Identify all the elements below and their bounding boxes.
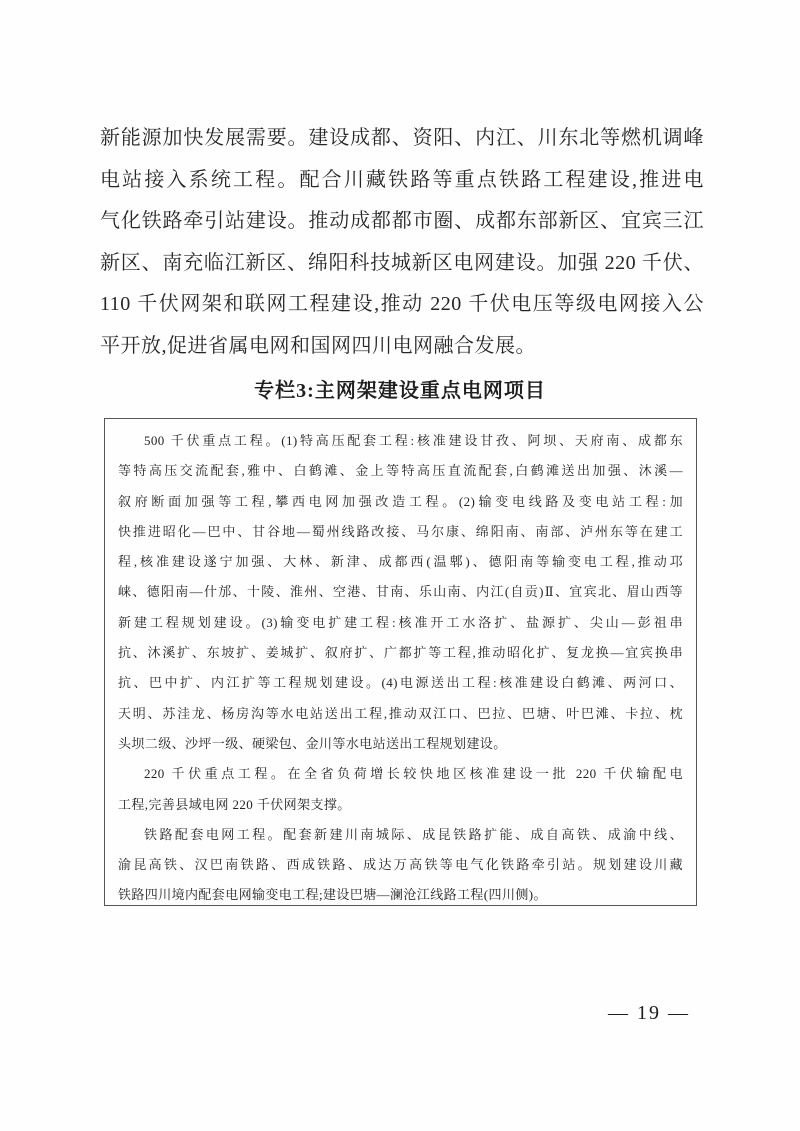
- body-text-line: 平开放,促进省属电网和国网四川电网融合发展。: [100, 334, 536, 357]
- box-text-line: 新建工程规划建设。(3)输变电扩建工程:核准开工水洛扩、盐源扩、尖山—彭祖串: [118, 614, 683, 630]
- box-text-line: 铁路四川境内配套电网输变电工程;建设巴塘—澜沧江线路工程(四川侧)。: [118, 887, 547, 903]
- body-text-line: 电站接入系统工程。配合川藏铁路等重点铁路工程建设,推进电: [100, 168, 704, 191]
- body-text-line: 气化铁路牵引站建设。推动成都都市圈、成都东部新区、宜宾三江: [100, 210, 704, 232]
- box-heading: 专栏3:主网架建设重点电网项目: [254, 380, 546, 402]
- box-text-line: 220 千伏重点工程。在全省负荷增长较快地区核准建设一批 220 千伏输配电: [144, 766, 683, 782]
- box-text-line: 渝昆高铁、汉巴南铁路、西成铁路、成达万高铁等电气化铁路牵引站。规划建设川藏: [118, 857, 683, 873]
- box-text-line: 程,核准建设遂宁加强、大林、新津、成都西(温郫)、德阳南等输变电工程,推动邛: [118, 554, 683, 570]
- box-text-line: 叙府断面加强等工程,攀西电网加强改造工程。(2)输变电线路及变电站工程:加: [118, 493, 683, 509]
- box-text-line: 铁路配套电网工程。配套新建川南城际、成昆铁路扩能、成自高铁、成渝中线、: [144, 826, 683, 842]
- box-text-line: 抗、巴中扩、内江扩等工程规划建设。(4)电源送出工程:核准建设白鹤滩、两河口、: [118, 675, 683, 691]
- body-text-line: 110 千伏网架和联网工程建设,推动 220 千伏电压等级电网接入公: [100, 293, 704, 315]
- box-text-line: 500 千伏重点工程。(1)特高压配套工程:核准建设甘孜、阿坝、天府南、成都东: [144, 433, 683, 448]
- highlight-box: [104, 418, 697, 906]
- box-text-line: 天明、苏洼龙、杨房沟等水电站送出工程,推动双江口、巴拉、巴塘、叶巴滩、卡拉、枕: [118, 705, 683, 721]
- box-text-line: 抗、沐溪扩、东坡扩、姜城扩、叙府扩、广都扩等工程,推动昭化扩、复龙换—宜宾换串: [118, 645, 683, 661]
- page-number: — 19 —: [608, 1002, 690, 1024]
- box-text-line: 快推进昭化—巴中、甘谷地—蜀州线路改接、马尔康、绵阳南、南部、泸州东等在建工: [118, 523, 683, 539]
- body-paragraph: [100, 118, 704, 367]
- box-text-line: 等特高压交流配套,雅中、白鹤滩、金上等特高压直流配套,白鹤滩送出加强、沐溪—: [118, 463, 683, 479]
- body-text-line: 新能源加快发展需要。建设成都、资阳、内江、川东北等燃机调峰: [100, 127, 704, 149]
- box-text-line: 工程,完善县域电网 220 千伏网架支撑。: [118, 796, 351, 812]
- box-text-line: 崃、德阳南—什邡、十陵、淮州、空港、甘南、乐山南、内江(自贡)Ⅱ、宜宾北、眉山西等: [118, 584, 683, 600]
- box-text-line: 头坝二级、沙坪一级、硬梁包、金川等水电站送出工程规划建设。: [118, 735, 507, 751]
- body-text-line: 新区、南充临江新区、绵阳科技城新区电网建设。加强 220 千伏、: [100, 251, 704, 274]
